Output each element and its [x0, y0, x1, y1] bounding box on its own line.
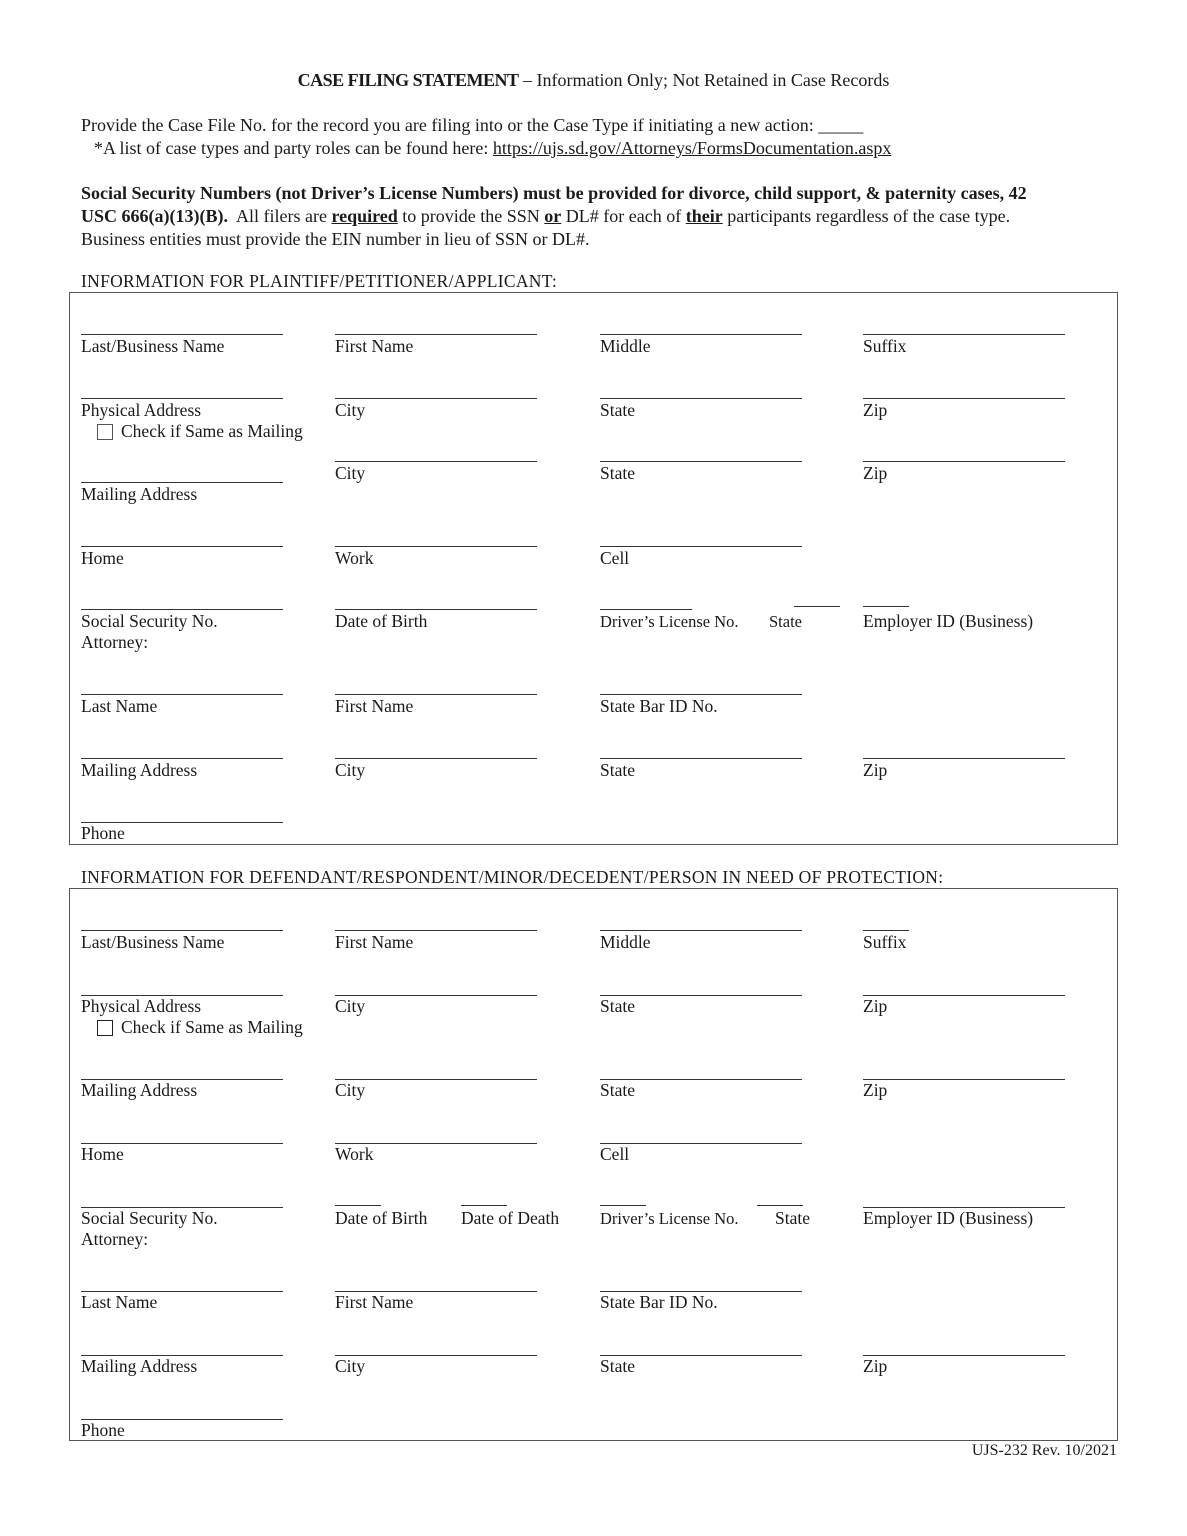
defendant-suffix-label: Suffix: [863, 932, 907, 952]
form-title-subtitle: – Information Only; Not Retained in Case Records: [518, 70, 890, 90]
plaintiff-attorney-bar-id-label: State Bar ID No.: [600, 696, 718, 716]
plaintiff-dl-label: Driver’s License No.: [600, 612, 739, 631]
case-file-instruction: Provide the Case File No. for the record you are filing into or the Case Type if initiating a new action: _____: [81, 115, 864, 135]
plaintiff-attorney-city-label: City: [335, 760, 366, 780]
ssn-notice-required: required: [331, 206, 398, 226]
defendant-mailing-zip-label: Zip: [863, 1080, 888, 1100]
plaintiff-physical-address-label: Physical Address: [81, 400, 202, 420]
form-title-bold: CASE FILING STATEMENT: [297, 70, 519, 90]
defendant-mailing-zip-field[interactable]: [863, 1079, 1065, 1080]
plaintiff-suffix-label: Suffix: [863, 336, 907, 356]
defendant-dl-state-label: State: [775, 1208, 810, 1228]
form-title: [0, 70, 1187, 91]
defendant-dl-label: Driver’s License No.: [600, 1209, 739, 1228]
plaintiff-first-name-field[interactable]: [335, 334, 537, 335]
plaintiff-section-box: [69, 292, 1118, 845]
defendant-middle-field[interactable]: [600, 930, 802, 931]
defendant-state-label: State: [600, 996, 635, 1016]
plaintiff-suffix-field[interactable]: [863, 334, 1065, 335]
plaintiff-ssn-label: Social Security No.: [81, 611, 218, 631]
defendant-zip-label: Zip: [863, 996, 888, 1016]
plaintiff-home-label: Home: [81, 548, 124, 568]
defendant-same-as-mailing-label: Check if Same as Mailing: [121, 1017, 303, 1037]
form-id-footer: UJS-232 Rev. 10/2021: [971, 1442, 1117, 1459]
plaintiff-attorney-first-name-field[interactable]: [335, 694, 537, 695]
plaintiff-mailing-city-field[interactable]: [335, 461, 537, 462]
defendant-dod-label: Date of Death: [461, 1208, 560, 1228]
defendant-dob-field[interactable]: [335, 1205, 381, 1206]
plaintiff-same-as-mailing-label: Check if Same as Mailing: [121, 421, 303, 441]
defendant-last-name-field[interactable]: [81, 930, 283, 931]
defendant-attorney-label: Attorney:: [81, 1229, 149, 1249]
plaintiff-attorney-last-name-label: Last Name: [81, 696, 158, 716]
defendant-home-label: Home: [81, 1144, 124, 1164]
plaintiff-ein-field[interactable]: [863, 606, 909, 607]
defendant-attorney-phone-label: Phone: [81, 1420, 125, 1440]
defendant-dod-field[interactable]: [461, 1205, 507, 1206]
plaintiff-zip-label: Zip: [863, 400, 888, 420]
defendant-suffix-field[interactable]: [863, 930, 909, 931]
plaintiff-dob-field[interactable]: [335, 609, 537, 610]
plaintiff-mailing-state-field[interactable]: [600, 461, 802, 462]
defendant-physical-city-field[interactable]: [335, 995, 537, 996]
plaintiff-attorney-state-label: State: [600, 760, 635, 780]
ssn-notice-bold: Social Security Numbers (not Driver’s License Numbers) must be provided for divorce, child support, & paternity cases, 42: [81, 183, 1027, 203]
defendant-attorney-state-label: State: [600, 1356, 635, 1376]
defendant-attorney-mailing-address-label: Mailing Address: [81, 1356, 198, 1376]
defendant-ein-label: Employer ID (Business): [863, 1208, 1034, 1228]
plaintiff-dob-label: Date of Birth: [335, 611, 428, 631]
plaintiff-mailing-zip-field[interactable]: [863, 461, 1065, 462]
plaintiff-middle-field[interactable]: [600, 334, 802, 335]
plaintiff-mailing-state-label: State: [600, 463, 635, 483]
plaintiff-physical-zip-field[interactable]: [863, 398, 1065, 399]
defendant-first-name-field[interactable]: [335, 930, 537, 931]
plaintiff-mailing-address-label: Mailing Address: [81, 484, 198, 504]
ssn-notice-line2: [81, 205, 1010, 228]
plaintiff-attorney-phone-label: Phone: [81, 823, 125, 843]
defendant-attorney-first-name-label: First Name: [335, 1292, 414, 1312]
plaintiff-ein-label: Employer ID (Business): [863, 611, 1034, 631]
plaintiff-dl-state-field[interactable]: [794, 606, 840, 607]
defendant-attorney-zip-label: Zip: [863, 1356, 888, 1376]
plaintiff-cell-phone-field[interactable]: [600, 546, 802, 547]
plaintiff-attorney-first-name-label: First Name: [335, 696, 414, 716]
plaintiff-physical-address-field[interactable]: [81, 398, 283, 399]
plaintiff-last-name-label: Last/Business Name: [81, 336, 225, 356]
plaintiff-mailing-zip-label: Zip: [863, 463, 888, 483]
plaintiff-first-name-label: First Name: [335, 336, 414, 356]
defendant-attorney-last-name-label: Last Name: [81, 1292, 158, 1312]
defendant-ssn-label: Social Security No.: [81, 1208, 218, 1228]
plaintiff-state-label: State: [600, 400, 635, 420]
plaintiff-attorney-bar-id-field[interactable]: [600, 694, 802, 695]
plaintiff-cell-label: Cell: [600, 548, 630, 568]
plaintiff-home-phone-field[interactable]: [81, 546, 283, 547]
forms-documentation-link[interactable]: https://ujs.sd.gov/Attorneys/FormsDocumentation.aspx: [492, 138, 892, 158]
defendant-mailing-state-label: State: [600, 1080, 635, 1100]
defendant-mailing-city-label: City: [335, 1080, 366, 1100]
defendant-dl-field[interactable]: [600, 1205, 646, 1206]
plaintiff-attorney-state-field[interactable]: [600, 758, 802, 759]
plaintiff-attorney-city-field[interactable]: [335, 758, 537, 759]
plaintiff-middle-label: Middle: [600, 336, 651, 356]
case-types-note: [94, 138, 891, 159]
defendant-dl-state-field[interactable]: [757, 1205, 803, 1206]
ssn-notice-their: their: [685, 206, 723, 226]
plaintiff-attorney-zip-label: Zip: [863, 760, 888, 780]
ssn-notice-text: to provide the SSN: [397, 206, 545, 226]
ssn-notice-citation: USC 666(a)(13)(B).: [81, 206, 228, 226]
plaintiff-city-label: City: [335, 400, 366, 420]
plaintiff-attorney-mailing-address-field[interactable]: [81, 758, 283, 759]
plaintiff-attorney-last-name-field[interactable]: [81, 694, 283, 695]
plaintiff-attorney-zip-field[interactable]: [863, 758, 1065, 759]
plaintiff-attorney-mailing-address-label: Mailing Address: [81, 760, 198, 780]
plaintiff-dl-field[interactable]: [600, 609, 692, 610]
plaintiff-mailing-address-field[interactable]: [81, 482, 283, 483]
defendant-same-as-mailing-checkbox[interactable]: [97, 1020, 113, 1036]
plaintiff-last-name-field[interactable]: [81, 334, 283, 335]
plaintiff-ssn-field[interactable]: [81, 609, 283, 610]
defendant-work-label: Work: [335, 1144, 374, 1164]
plaintiff-work-phone-field[interactable]: [335, 546, 537, 547]
defendant-last-name-label: Last/Business Name: [81, 932, 225, 952]
plaintiff-attorney-label: Attorney:: [81, 632, 149, 652]
defendant-physical-address-label: Physical Address: [81, 996, 202, 1016]
defendant-cell-label: Cell: [600, 1144, 630, 1164]
defendant-mailing-address-label: Mailing Address: [81, 1080, 198, 1100]
plaintiff-section-heading: INFORMATION FOR PLAINTIFF/PETITIONER/APPLICANT:: [81, 271, 558, 291]
ssn-notice-text: All filers are: [227, 206, 332, 226]
ssn-notice-or: or: [544, 206, 562, 226]
defendant-section-heading: INFORMATION FOR DEFENDANT/RESPONDENT/MINOR/DECEDENT/PERSON IN NEED OF PROTECTION:: [81, 867, 944, 887]
ssn-notice-line1: [81, 182, 1027, 205]
defendant-attorney-city-field[interactable]: [335, 1355, 537, 1356]
defendant-attorney-city-label: City: [335, 1356, 366, 1376]
defendant-city-label: City: [335, 996, 366, 1016]
defendant-attorney-zip-field[interactable]: [863, 1355, 1065, 1356]
plaintiff-same-as-mailing-checkbox[interactable]: [97, 424, 113, 440]
plaintiff-physical-state-field[interactable]: [600, 398, 802, 399]
defendant-physical-zip-field[interactable]: [863, 995, 1065, 996]
ssn-notice-line3: Business entities must provide the EIN number in lieu of SSN or DL#.: [81, 229, 590, 249]
defendant-cell-phone-field[interactable]: [600, 1143, 802, 1144]
defendant-mailing-city-field[interactable]: [335, 1079, 537, 1080]
defendant-middle-label: Middle: [600, 932, 651, 952]
plaintiff-dl-state-label: State: [769, 612, 802, 631]
ssn-notice-text: DL# for each of: [561, 206, 686, 226]
plaintiff-work-label: Work: [335, 548, 374, 568]
case-types-note-text: *A list of case types and party roles can be found here:: [94, 138, 493, 158]
ssn-notice-text: participants regardless of the case type.: [722, 206, 1011, 226]
defendant-dob-label: Date of Birth: [335, 1208, 428, 1228]
plaintiff-mailing-city-label: City: [335, 463, 366, 483]
defendant-attorney-bar-id-label: State Bar ID No.: [600, 1292, 718, 1312]
defendant-first-name-label: First Name: [335, 932, 414, 952]
plaintiff-physical-city-field[interactable]: [335, 398, 537, 399]
defendant-section-box: [69, 888, 1118, 1441]
